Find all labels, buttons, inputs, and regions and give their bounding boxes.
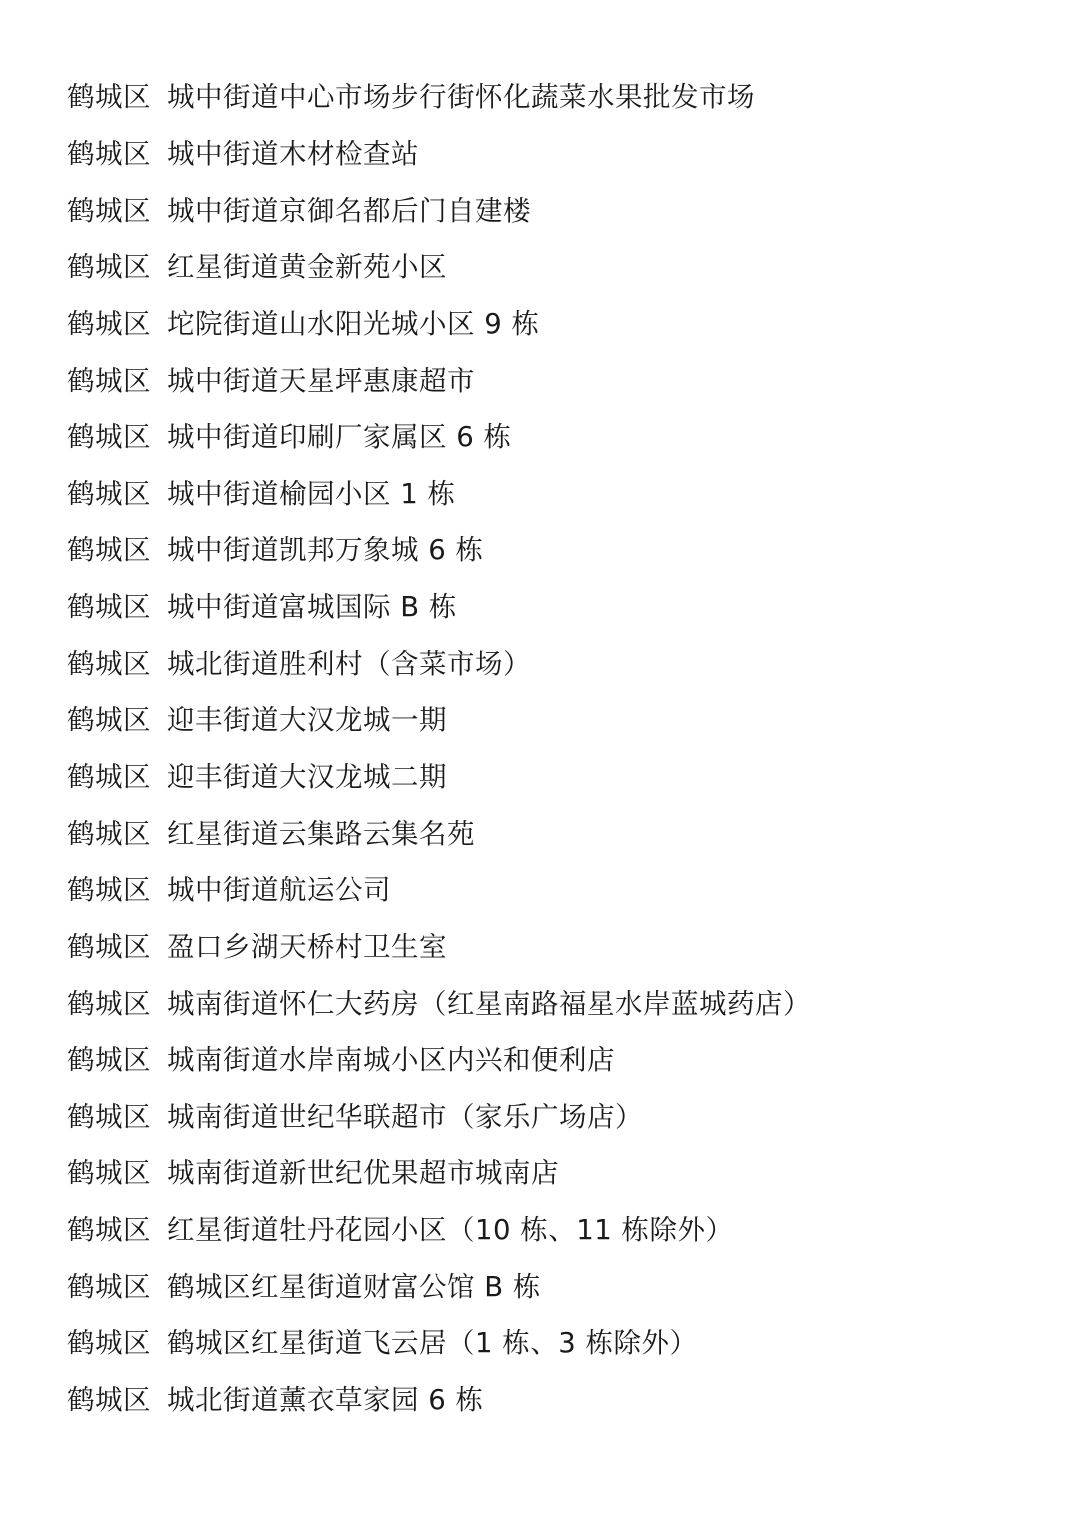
location-text: 城中街道中心市场步行街怀化蔬菜水果批发市场 xyxy=(167,81,755,114)
location-text: 红星街道牡丹花园小区（10 栋、11 栋除外） xyxy=(167,1214,734,1247)
list-item xyxy=(67,859,1047,916)
location-text: 红星街道云集路云集名苑 xyxy=(167,817,475,850)
district-label: 鹤城区 xyxy=(67,704,151,737)
list-item xyxy=(67,236,1047,293)
district-label: 鹤城区 xyxy=(67,251,151,284)
location-text: 鹤城区红星街道财富公馆 B 栋 xyxy=(167,1270,541,1303)
location-text: 盈口乡湖天桥村卫生室 xyxy=(167,930,447,963)
district-label: 鹤城区 xyxy=(67,534,151,567)
list-item xyxy=(67,746,1047,803)
district-label: 鹤城区 xyxy=(67,1384,151,1417)
district-label: 鹤城区 xyxy=(67,761,151,793)
location-text: 城北街道薰衣草家园 6 栋 xyxy=(167,1384,484,1417)
district-label: 鹤城区 xyxy=(67,477,151,510)
list-item xyxy=(67,1255,1047,1312)
district-label: 鹤城区 xyxy=(67,421,151,454)
district-label: 鹤城区 xyxy=(67,1100,151,1133)
location-text: 迎丰街道大汉龙城二期 xyxy=(167,761,447,793)
list-item xyxy=(67,1142,1047,1199)
list-item xyxy=(67,179,1047,236)
location-text: 城中街道凯邦万象城 6 栋 xyxy=(167,534,484,567)
list-item xyxy=(67,916,1047,973)
location-text: 城中街道富城国际 B 栋 xyxy=(167,591,457,624)
district-label: 鹤城区 xyxy=(67,874,151,907)
district-label: 鹤城区 xyxy=(67,1157,151,1190)
list-item xyxy=(67,689,1047,746)
district-label: 鹤城区 xyxy=(67,364,151,397)
location-text: 城南街道水岸南城小区内兴和便利店 xyxy=(167,1044,615,1077)
location-text: 城南街道世纪华联超市（家乐广场店） xyxy=(167,1100,643,1133)
district-label: 鹤城区 xyxy=(67,307,151,340)
location-text: 城中街道天星坪惠康超市 xyxy=(167,364,475,397)
location-text: 城南街道怀仁大药房（红星南路福星水岸蓝城药店） xyxy=(167,987,811,1020)
district-label: 鹤城区 xyxy=(67,647,151,680)
location-text: 城南街道新世纪优果超市城南店 xyxy=(167,1157,559,1190)
location-text: 城中街道航运公司 xyxy=(167,874,391,907)
list-item xyxy=(67,576,1047,633)
district-label: 鹤城区 xyxy=(67,1327,151,1360)
list-item xyxy=(67,972,1047,1029)
list-item xyxy=(67,1199,1047,1256)
list-item xyxy=(67,406,1047,463)
list-item xyxy=(67,1086,1047,1143)
list-item xyxy=(67,1369,1047,1426)
district-label: 鹤城区 xyxy=(67,817,151,850)
location-text: 城中街道京御名都后门自建楼 xyxy=(167,194,531,227)
list-item xyxy=(67,802,1047,859)
district-label: 鹤城区 xyxy=(67,1044,151,1077)
list-item xyxy=(67,1029,1047,1086)
district-label: 鹤城区 xyxy=(67,591,151,624)
district-label: 鹤城区 xyxy=(67,137,151,170)
location-text: 红星街道黄金新苑小区 xyxy=(167,251,447,284)
location-text: 城北街道胜利村（含菜市场） xyxy=(167,647,531,680)
district-label: 鹤城区 xyxy=(67,930,151,963)
location-text: 城中街道榆园小区 1 栋 xyxy=(167,477,456,510)
location-text: 迎丰街道大汉龙城一期 xyxy=(167,704,447,737)
location-text: 城中街道木材检查站 xyxy=(167,137,419,170)
location-text: 鹤城区红星街道飞云居（1 栋、3 栋除外） xyxy=(167,1327,698,1360)
district-label: 鹤城区 xyxy=(67,81,151,114)
list-item xyxy=(67,462,1047,519)
list-item xyxy=(67,519,1047,576)
list-item xyxy=(67,123,1047,180)
location-list xyxy=(67,66,1047,1425)
district-label: 鹤城区 xyxy=(67,1214,151,1247)
location-text: 坨院街道山水阳光城小区 9 栋 xyxy=(167,307,540,340)
list-item xyxy=(67,632,1047,689)
list-item xyxy=(67,1312,1047,1369)
location-text: 城中街道印刷厂家属区 6 栋 xyxy=(167,421,512,454)
list-item xyxy=(67,66,1047,123)
district-label: 鹤城区 xyxy=(67,987,151,1020)
district-label: 鹤城区 xyxy=(67,1270,151,1303)
district-label: 鹤城区 xyxy=(67,194,151,227)
list-item xyxy=(67,349,1047,406)
list-item xyxy=(67,293,1047,350)
